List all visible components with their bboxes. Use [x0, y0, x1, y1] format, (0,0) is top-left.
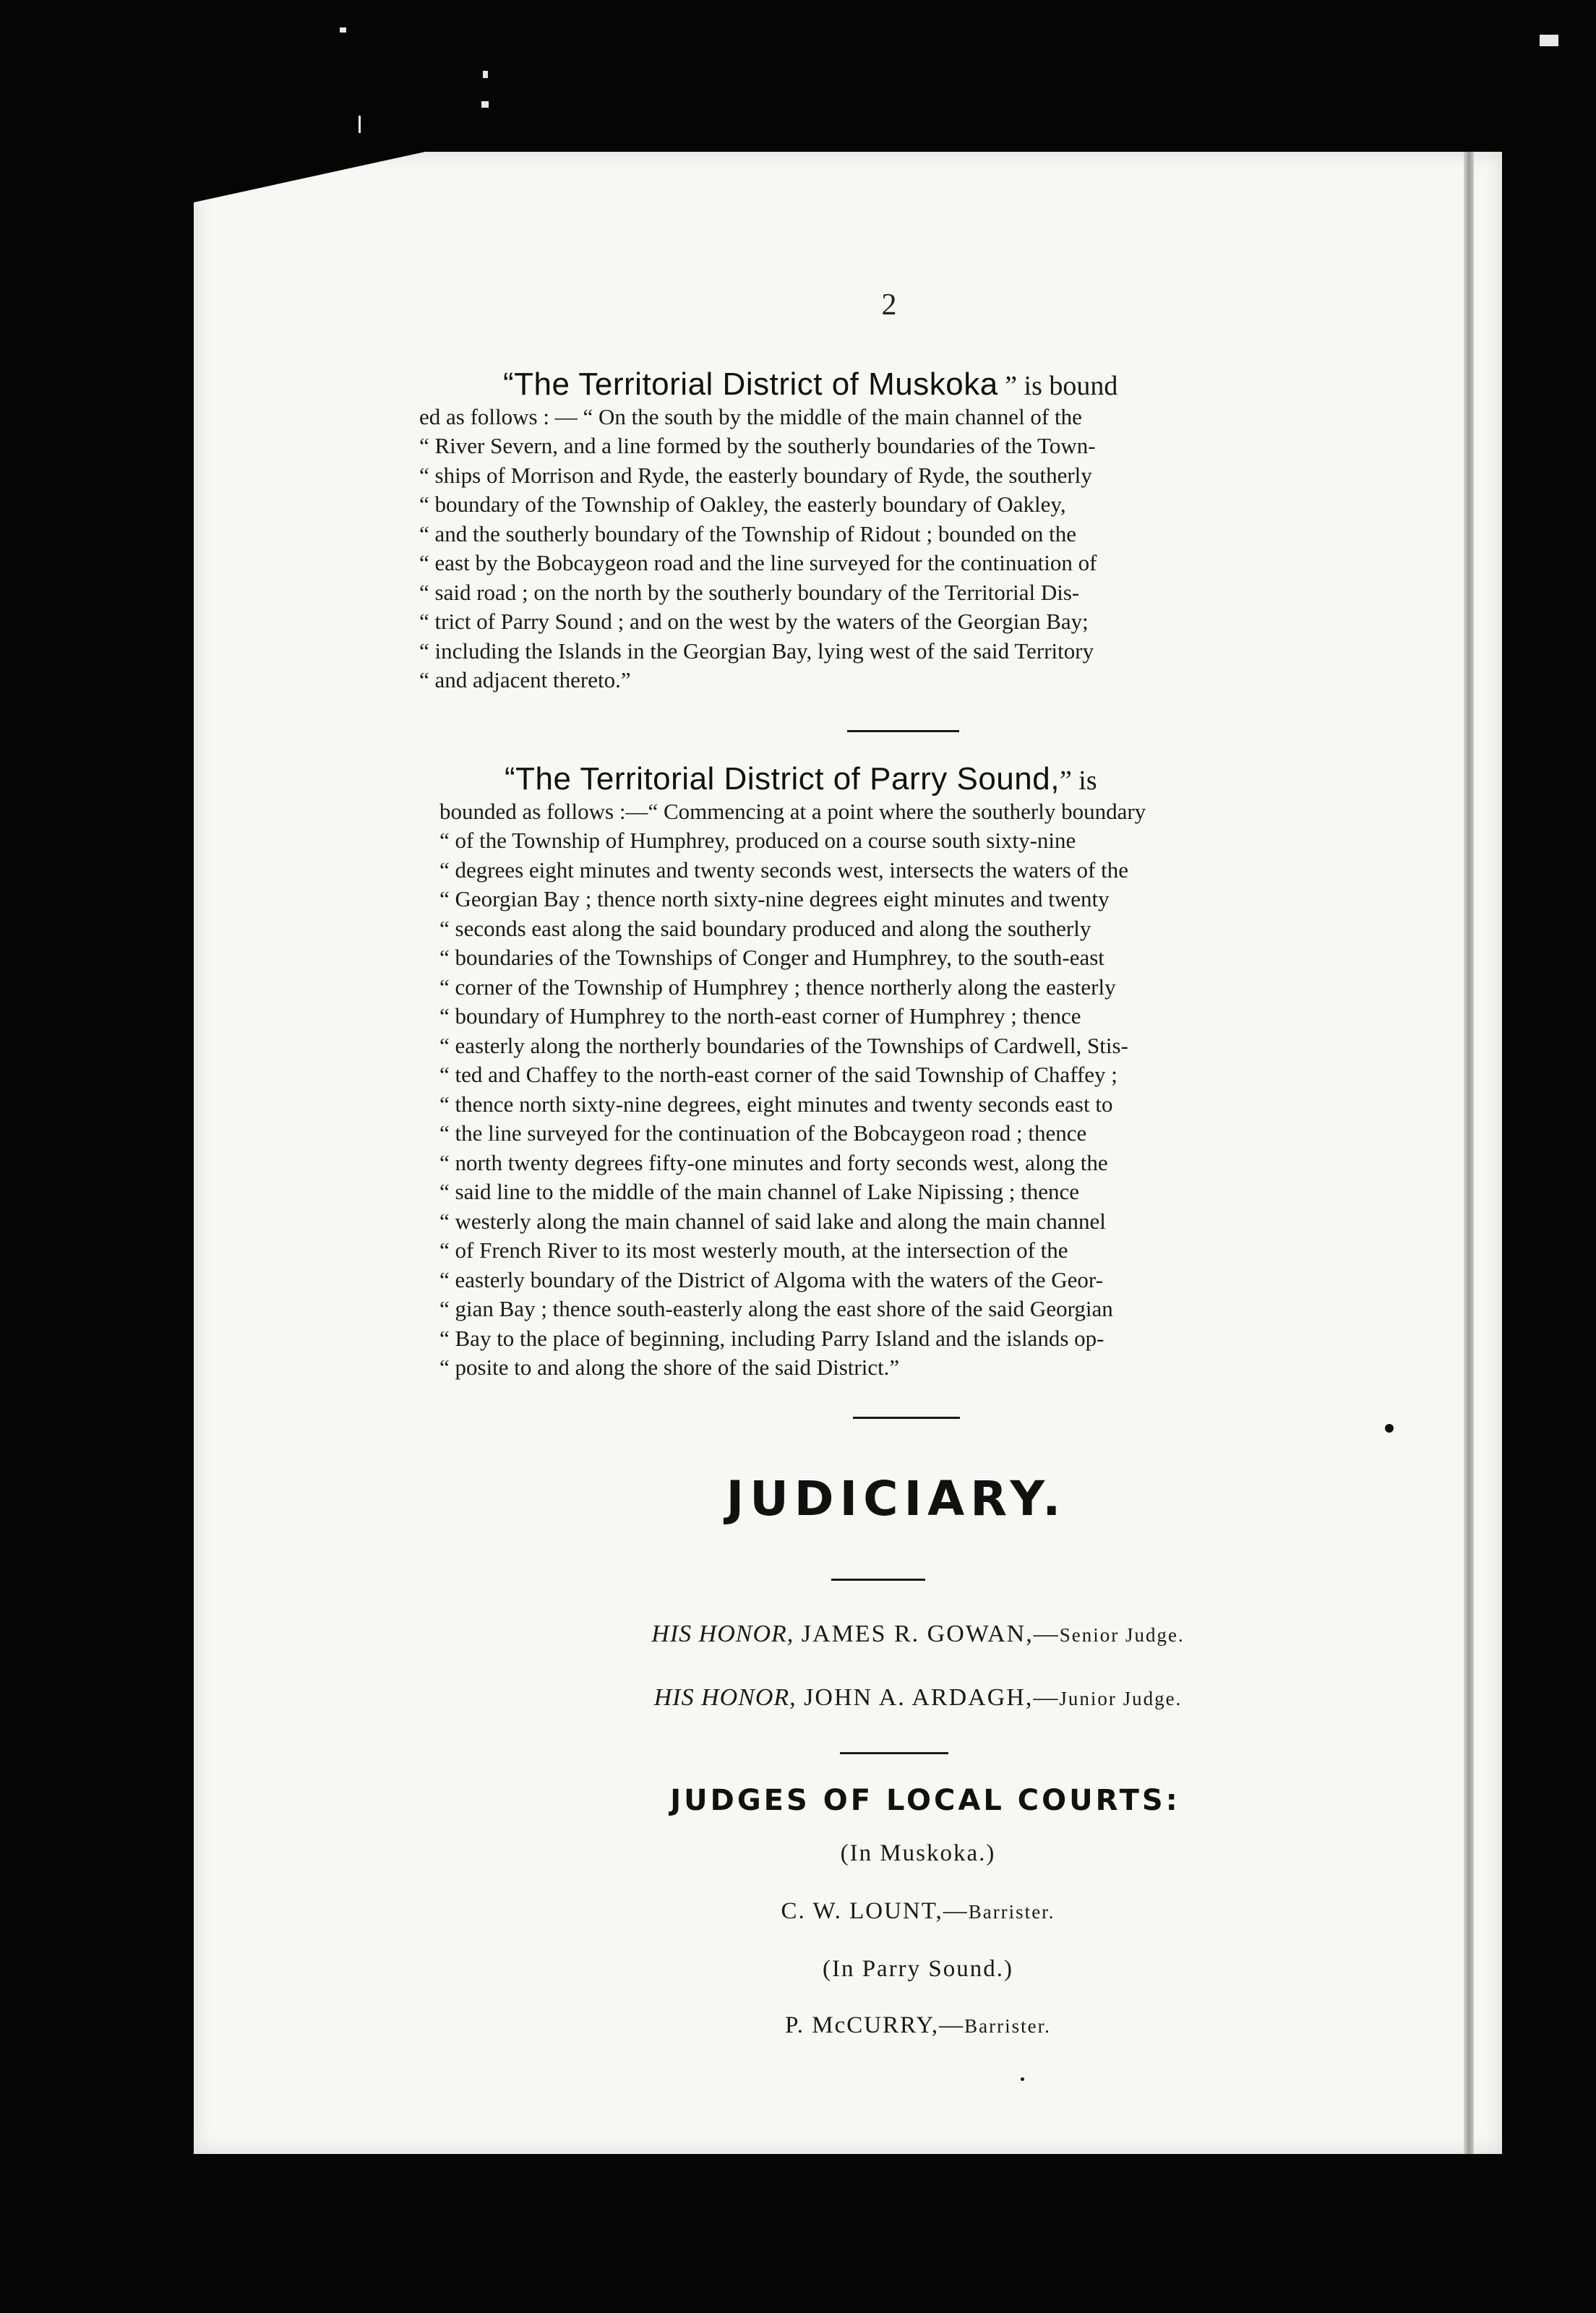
parry-sound-line: “ easterly boundary of the District of Algoma with the waters of the Geor-	[439, 1266, 1103, 1292]
muskoka-line: “ and the southerly boundary of the Township of Ridout ; bounded on the	[419, 520, 1077, 546]
local-court-judge	[535, 1898, 1301, 1925]
parry-sound-line: “ easterly along the northerly boundaries of the Townships of Cardwell, Stis-	[439, 1032, 1128, 1058]
local-court-judge-role: Barrister.	[968, 1901, 1055, 1923]
local-court-place: (In Parry Sound.)	[822, 1956, 1014, 1982]
judge-dash: —	[1033, 1621, 1060, 1647]
section-rule	[847, 730, 959, 732]
local-courts-heading: JUDGES OF LOCAL COURTS:	[670, 1784, 1180, 1817]
parry-sound-line: “ north twenty degrees fifty-one minutes and forty seconds west, along the	[439, 1149, 1108, 1175]
parry-sound-line: “ corner of the Township of Humphrey ; thence northerly along the easterly	[439, 974, 1116, 1000]
parry-sound-heading-line	[439, 761, 1372, 797]
parry-sound-line: “ seconds east along the said boundary produced and along the southerly	[439, 915, 1091, 941]
judge-name: JAMES R. GOWAN,	[801, 1621, 1034, 1647]
parry-sound-after-title: ” is	[1059, 765, 1097, 796]
parry-sound-line: “ ted and Chaffey to the north-east corner of the said Township of Chaffey ;	[439, 1062, 1117, 1087]
parry-sound-line: “ degrees eight minutes and twenty seconds west, intersects the waters of the	[439, 857, 1128, 883]
ink-dot	[1021, 2077, 1024, 2081]
scan-speck	[359, 116, 361, 133]
scan-speck	[483, 71, 488, 78]
parry-sound-line: “ gian Bay ; thence south-easterly along the east shore of the said Georgian	[439, 1296, 1113, 1321]
section-rule	[840, 1752, 948, 1754]
judge-role: Junior Judge.	[1059, 1688, 1183, 1709]
judge-name: JOHN A. ARDAGH,	[804, 1684, 1034, 1711]
parry-sound-title: The Territorial District of Parry Sound,	[515, 761, 1060, 797]
muskoka-title: The Territorial District of Muskoka	[514, 366, 998, 402]
page-edge	[1464, 152, 1474, 2154]
local-court-judge-name: P. McCURRY,	[785, 2012, 940, 2038]
parry-sound-line: “ Bay to the place of beginning, including Parry Island and the islands op-	[439, 1325, 1104, 1351]
parry-sound-line: “ Georgian Bay ; thence north sixty-nine degrees eight minutes and twenty	[439, 886, 1110, 911]
parry-sound-line: “ of French River to its most westerly mouth, at the intersection of the	[439, 1237, 1068, 1263]
parry-sound-line: bounded as follows :—“ Commencing at a point where the southerly boundary	[439, 798, 1146, 824]
parry-sound-line: “ boundaries of the Townships of Conger and Humphrey, to the south-east	[439, 945, 1104, 970]
muskoka-line: “ said road ; on the north by the southerly boundary of the Territorial Dis-	[419, 579, 1080, 605]
muskoka-line: “ trict of Parry Sound ; and on the west by the waters of the Georgian Bay;	[419, 609, 1089, 634]
muskoka-line: “ east by the Bobcaygeon road and the line surveyed for the continuation of	[419, 550, 1097, 575]
judge-role: Senior Judge.	[1059, 1624, 1185, 1646]
parry-sound-paragraph	[439, 761, 1372, 1383]
muskoka-heading-line	[419, 366, 1359, 403]
parry-sound-line: “ posite to and along the shore of the said District.”	[439, 1355, 900, 1380]
judiciary-heading: JUDICIARY.	[726, 1471, 1067, 1527]
parry-sound-lead-quote: “	[505, 761, 516, 797]
page-number: 2	[881, 288, 897, 322]
scan-speck	[1540, 35, 1558, 46]
muskoka-line: “ River Severn, and a line formed by the southerly boundaries of the Town-	[419, 433, 1096, 458]
judge-honorific: HIS HONOR,	[651, 1621, 794, 1647]
parry-sound-line: “ said line to the middle of the main channel of Lake Nipissing ; thence	[439, 1179, 1079, 1204]
muskoka-line: “ including the Islands in the Georgian Bay, lying west of the said Territory	[419, 638, 1094, 664]
parry-sound-line: “ of the Township of Humphrey, produced on a course south sixty-nine	[439, 828, 1076, 853]
scan-speck	[481, 101, 489, 108]
judge-dash: —	[1033, 1684, 1060, 1711]
local-court-judge-dash: —	[943, 1898, 969, 1924]
parry-sound-line: “ boundary of Humphrey to the north-east corner of Humphrey ; thence	[439, 1003, 1081, 1029]
muskoka-paragraph	[419, 366, 1359, 695]
parry-sound-line: “ westerly along the main channel of said lake and along the main channel	[439, 1208, 1106, 1234]
judge-honorific: HIS HONOR,	[653, 1684, 797, 1711]
muskoka-line: “ ships of Morrison and Ryde, the easterly boundary of Ryde, the southerly	[419, 462, 1092, 488]
muskoka-lead-quote: “	[503, 366, 515, 402]
local-court-place: (In Muskoka.)	[840, 1840, 996, 1866]
local-court-judge	[535, 2012, 1301, 2039]
muskoka-line: “ boundary of the Township of Oakley, the easterly boundary of Oakley,	[419, 492, 1066, 517]
muskoka-after-title: ” is bound	[998, 371, 1118, 401]
section-rule	[853, 1417, 960, 1419]
local-court-judge-name: C. W. LOUNT,	[781, 1898, 943, 1924]
judge-entry	[535, 1684, 1301, 1712]
local-court-judge-role: Barrister.	[964, 2015, 1051, 2037]
muskoka-line: ed as follows : — “ On the south by the middle of the main channel of the	[419, 403, 1082, 429]
parry-sound-line: “ thence north sixty-nine degrees, eight minutes and twenty seconds east to	[439, 1091, 1113, 1117]
ink-dot	[1385, 1424, 1394, 1433]
section-rule	[831, 1579, 925, 1581]
judge-entry	[535, 1621, 1301, 1648]
parry-sound-line: “ the line surveyed for the continuation of the Bobcaygeon road ; thence	[439, 1120, 1087, 1146]
scan-speck	[340, 27, 346, 33]
local-court-judge-dash: —	[939, 2012, 965, 2038]
muskoka-line: “ and adjacent thereto.”	[419, 667, 631, 692]
